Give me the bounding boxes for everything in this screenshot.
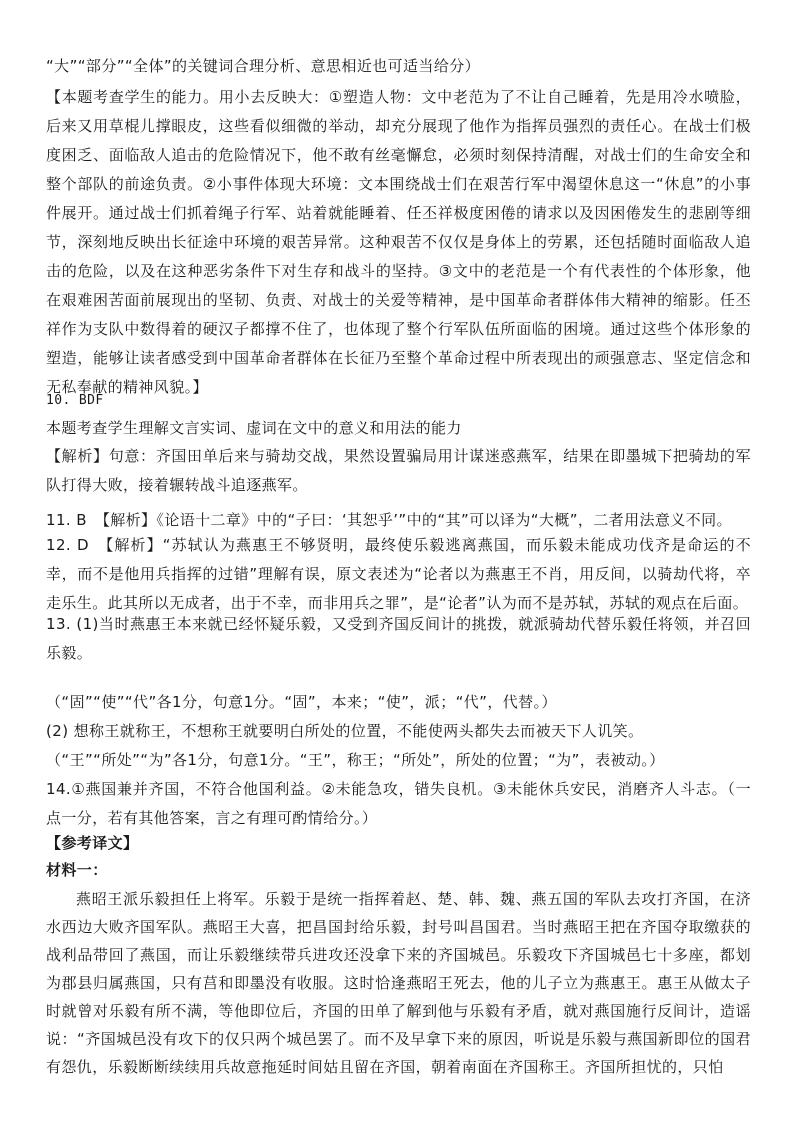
q13-1-score: （“固”“使”“代”各1分，句意1分。“固”，本来；“使”，派；“代”，代替。） — [46, 693, 557, 711]
score-note-line: “大”“部分”“全体”的关键词合理分析、意思相近也可适当给分） — [46, 57, 481, 75]
q13-1-answer: 13. (1)当时燕惠王本来就已经怀疑乐毅，又受到齐国反间计的挑拨，就派骑劫代替乐毅任将领，并召回乐毅。 — [46, 615, 751, 662]
q11-answer: 11. B 【解析】《论语十二章》中的“子曰：‘其恕乎’”中的“其”可以译为“大概”，二者用法意义不同。 — [46, 511, 732, 529]
analysis-paragraph: 【本题考查学生的能力。用小去反映大：①塑造人物：文中老范为了不让自己睡着，先是用冷水喷脸，后来又用草棍儿撑眼皮，这些看似细微的举动，却充分展现了他作为指挥员强烈的责任心。在战士们极度困乏、面临敌人追击的危险情况下，他不敢有丝毫懈怠，必须时刻保持清醒，对战士们的生命安全和整个部队的前途负责。②小事件体现大环境：文本围绕战士们在艰苦行军中渴望休息这一“休息”的小事件展开。通过战士们抓着绳子行军、站着就能睡着、任丕祥极度困倦的请求以及因困倦发生的悲剧等细节，深刻地反映出长征途中环境的艰苦异常。这种艰苦不仅仅是身体上的劳累，还包括随时面临敌人追击的危险，以及在这种恶劣条件下对生存和战斗的坚持。③文中的老范是一个有代表性的个体形象，他在艰难困苦面前展现出的坚韧、负责、对战士的关爱等精神，是中国革命者群体伟大精神的缩影。任丕祥作为支队中数得着的硬汉子都撑不住了，也体现了整个行军队伍所面临的困境。通过这些个体形象的塑造，能够让读者感受到中国革命者群体在长征乃至整个革命过程中所表现出的顽强意志、坚定信念和无私奉献的精神风貌。】 — [46, 88, 751, 396]
q13-2-score: （“王”“所处”“为”各1分，句意1分。“王”，称王；“所处”，所处的位置；“为”，表被动。） — [46, 751, 665, 769]
q13-2-answer: (2) 想称王就称王，不想称王就要明白所处的位置，不能使两头都失去而被天下人讥笑。 — [46, 722, 644, 740]
q10-answer: 10. BDF — [46, 393, 104, 408]
q10-analysis: 【解析】句意：齐国田单后来与骑劫交战，果然设置骗局用计谋迷惑燕军，结果在即墨城下把骑劫的军队打得大败，接着辗转战斗追逐燕军。 — [46, 447, 751, 494]
material-one-heading: 材料一： — [46, 861, 108, 879]
q10-note: 本题考查学生理解文言实词、虚词在文中的意义和用法的能力 — [46, 419, 462, 437]
reference-translation-heading: 【参考译文】 — [46, 834, 139, 852]
q12-answer: 12. D 【解析】“苏轼认为燕惠王不够贤明，最终使乐毅逃离燕国，而乐毅未能成功伐齐是命运的不幸，而不是他用兵指挥的过错”理解有误，原文表述为“论者以为燕惠王不肖，用反间，以骑劫代将，卒走乐生。此其所以无成者，出于不幸，而非用兵之罪”，是“论者”认为而不是苏轼，苏轼的观点在后面。 — [46, 536, 751, 612]
q14-answer: 14.①燕国兼并齐国，不符合他国利益。②未能急攻，错失良机。③未能休兵安民，消磨齐人斗志。（一点一分，若有其他答案，言之有理可酌情给分。） — [46, 780, 751, 827]
translation-paragraph: 燕昭王派乐毅担任上将军。乐毅于是统一指挥着赵、楚、韩、魏、燕五国的军队去攻打齐国，在济水西边大败齐国军队。燕昭王大喜，把昌国封给乐毅，封号叫昌国君。当时燕昭王把在齐国夺取缴获的战利品带回了燕国，而让乐毅继续带兵进攻还没拿下来的齐国城邑。乐毅攻下齐国城邑七十多座，都划为郡县归属燕国，只有莒和即墨没有收服。这时恰逢燕昭王死去，他的儿子立为燕惠王。惠王从做太子时就曾对乐毅有所不满，等他即位后，齐国的田单了解到他与乐毅有矛盾，就对燕国施行反间计，造谣说：“齐国城邑没有攻下的仅只两个城邑罢了。而不及早拿下来的原因，听说是乐毅与燕国新即位的国君有怨仇，乐毅断断续续用兵故意拖延时间姑且留在齐国，朝着南面在齐国称王。齐国所担忧的，只怕 — [46, 890, 751, 1076]
